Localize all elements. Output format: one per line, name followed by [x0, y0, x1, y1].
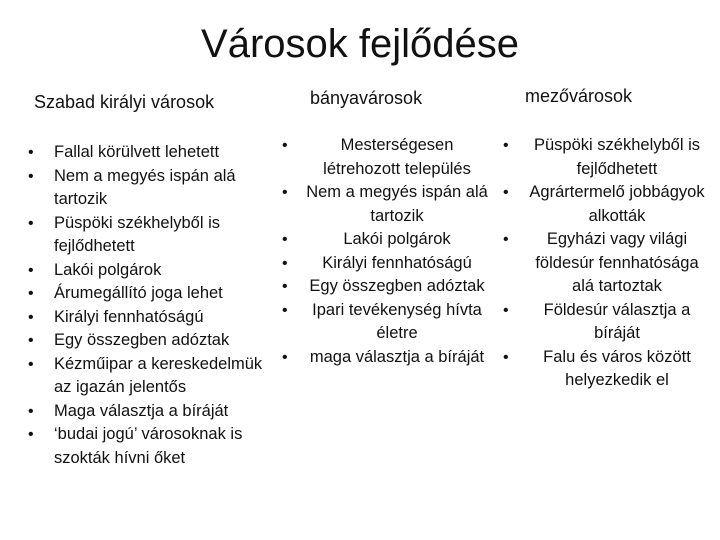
list-item: • Kézműipar a kereskedelmük az igazán jelentős: [24, 353, 272, 400]
list-item: • Ipari tevékenység hívta életre: [278, 299, 490, 346]
list-item: • Árumegállító joga lehet: [24, 282, 272, 306]
column-heading: mezővárosok: [525, 86, 633, 106]
list-item: • Lakói polgárok: [278, 228, 490, 252]
list-item: • Lakói polgárok: [24, 259, 272, 283]
list-item: • Földesúr választja a bíráját: [499, 299, 709, 346]
column-heading: Szabad királyi városok: [34, 92, 215, 112]
list-item: • Nem a megyés ispán alá tartozik: [24, 165, 272, 212]
list-item: • Királyi fennhatóságú: [278, 252, 490, 276]
list-item: • Egyházi vagy világi földesúr fennhatósága alá tartoztak: [499, 228, 709, 299]
bullet-list: [278, 134, 490, 369]
bullet-list: [24, 141, 272, 470]
column-heading: bányavárosok: [310, 88, 423, 108]
list-item: • Falu és város között helyezkedik el: [499, 346, 709, 393]
list-item: • ‘budai jogú’ városoknak is szokták hívni őket: [24, 423, 272, 470]
list-item: • Fallal körülvett lehetett: [24, 141, 272, 165]
list-item: • Maga választja a bíráját: [24, 400, 272, 424]
slide-title: Városok fejlődése: [201, 22, 519, 66]
list-item: • Püspöki székhelyből is fejlődhetett: [24, 212, 272, 259]
list-item: • maga választja a bíráját: [278, 346, 490, 370]
list-item: • Agrártermelő jobbágyok alkották: [499, 181, 709, 228]
list-item: • Nem a megyés ispán alá tartozik: [278, 181, 490, 228]
list-item: • Egy összegben adóztak: [278, 275, 490, 299]
bullet-list: [499, 134, 709, 393]
list-item: • Mesterségesen létrehozott település: [278, 134, 490, 181]
list-item: • Egy összegben adóztak: [24, 329, 272, 353]
list-item: • Királyi fennhatóságú: [24, 306, 272, 330]
list-item: • Püspöki székhelyből is fejlődhetett: [499, 134, 709, 181]
